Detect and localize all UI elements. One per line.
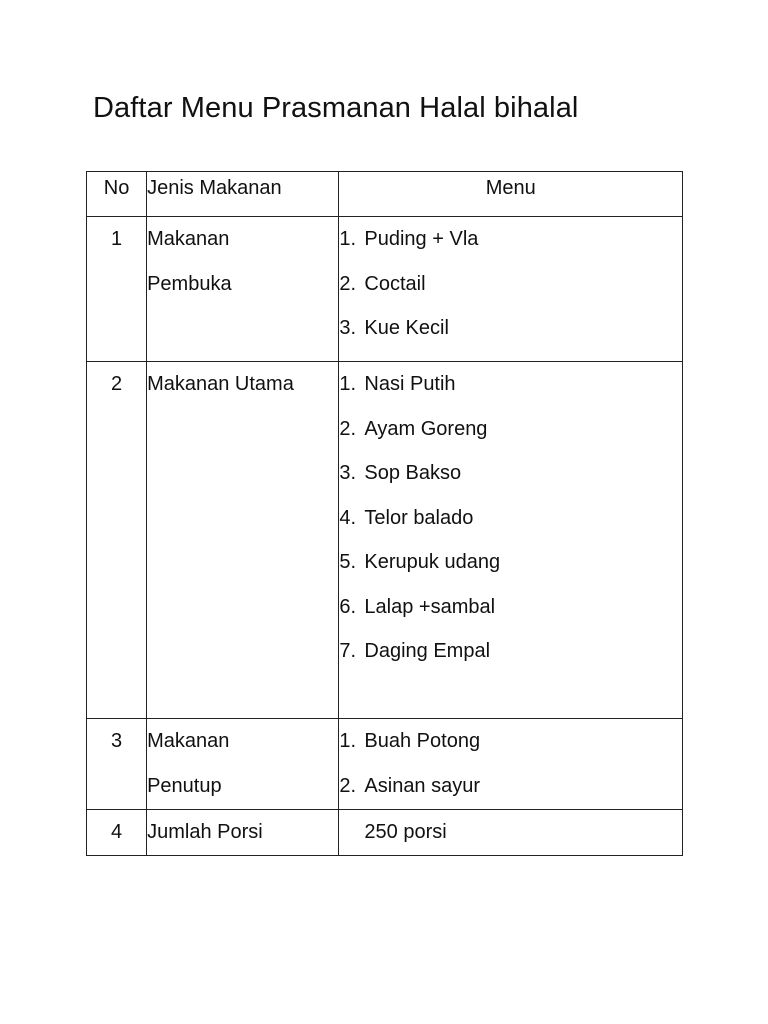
table-row xyxy=(87,810,683,856)
header-no: No xyxy=(87,172,147,217)
menu-item xyxy=(339,719,682,764)
menu-item-number: 4. xyxy=(339,506,357,529)
menu-item xyxy=(339,585,682,630)
row-number: 4 xyxy=(87,810,147,856)
jenis-makanan-cell xyxy=(147,217,339,362)
menu-item-text: Buah Potong xyxy=(364,730,481,752)
menu-cell xyxy=(339,217,683,362)
menu-item-number: 1. xyxy=(339,373,357,395)
menu-item-text: Asinan sayur xyxy=(364,774,481,797)
menu-item xyxy=(339,306,682,351)
menu-item-text: Coctail xyxy=(364,272,426,295)
jenis-makanan-label: Makanan xyxy=(147,228,230,250)
menu-item xyxy=(339,540,682,585)
menu-item xyxy=(339,407,682,452)
row-number: 2 xyxy=(87,362,147,719)
jenis-makanan-cell xyxy=(147,362,339,719)
menu-list xyxy=(339,217,682,351)
table-row xyxy=(87,719,683,810)
menu-item-number: 5. xyxy=(339,551,357,573)
jenis-makanan-cell xyxy=(147,719,339,810)
menu-item xyxy=(339,262,682,307)
menu-item-text: Puding + Vla xyxy=(364,228,479,250)
menu-item xyxy=(339,451,682,496)
menu-item-number: 2. xyxy=(339,774,357,797)
jenis-makanan-label: Penutup xyxy=(147,774,222,797)
menu-item xyxy=(339,217,682,262)
menu-item-text: Lalap +sambal xyxy=(364,595,496,618)
jenis-makanan-label: Makanan Utama xyxy=(147,373,294,395)
menu-item-text: Telor balado xyxy=(364,506,474,529)
menu-item-text: Sop Bakso xyxy=(364,462,462,484)
header-jenis-makanan: Jenis Makanan xyxy=(147,172,339,217)
header-menu: Menu xyxy=(339,172,683,217)
menu-item-number: 6. xyxy=(339,595,357,618)
menu-cell xyxy=(339,719,683,810)
menu-list xyxy=(339,362,682,674)
menu-item xyxy=(339,629,682,674)
table-row xyxy=(87,362,683,719)
jenis-makanan-label: Jumlah Porsi xyxy=(147,821,263,843)
menu-item xyxy=(339,496,682,541)
menu-item-number: 1. xyxy=(339,730,357,752)
jenis-makanan-cell xyxy=(147,810,339,856)
menu-item xyxy=(339,764,682,809)
menu-cell xyxy=(339,810,683,856)
menu-item-number: 1. xyxy=(339,228,357,250)
menu-item-text: Kerupuk udang xyxy=(364,551,501,573)
menu-item-number: 2. xyxy=(339,417,357,440)
jumlah-porsi-value: 250 porsi xyxy=(364,821,447,843)
table-row xyxy=(87,217,683,362)
jenis-makanan-label: Pembuka xyxy=(147,272,232,295)
menu-item-number: 3. xyxy=(339,317,357,339)
menu-item-text: Ayam Goreng xyxy=(364,417,488,440)
menu-cell xyxy=(339,362,683,719)
table-header-row xyxy=(87,172,683,217)
menu-item-number: 3. xyxy=(339,462,357,484)
menu-table xyxy=(86,171,683,856)
menu-item-text: Kue Kecil xyxy=(364,317,449,339)
menu-item-text: Daging Empal xyxy=(364,640,491,662)
menu-list xyxy=(339,719,682,808)
menu-item xyxy=(339,362,682,407)
menu-item-number: 2. xyxy=(339,272,357,295)
menu-item-text: Nasi Putih xyxy=(364,373,456,395)
row-number: 3 xyxy=(87,719,147,810)
jenis-makanan-label: Makanan xyxy=(147,730,230,752)
menu-item-number: 7. xyxy=(339,640,357,662)
row-number: 1 xyxy=(87,217,147,362)
page-title: Daftar Menu Prasmanan Halal bihalal xyxy=(93,92,579,124)
